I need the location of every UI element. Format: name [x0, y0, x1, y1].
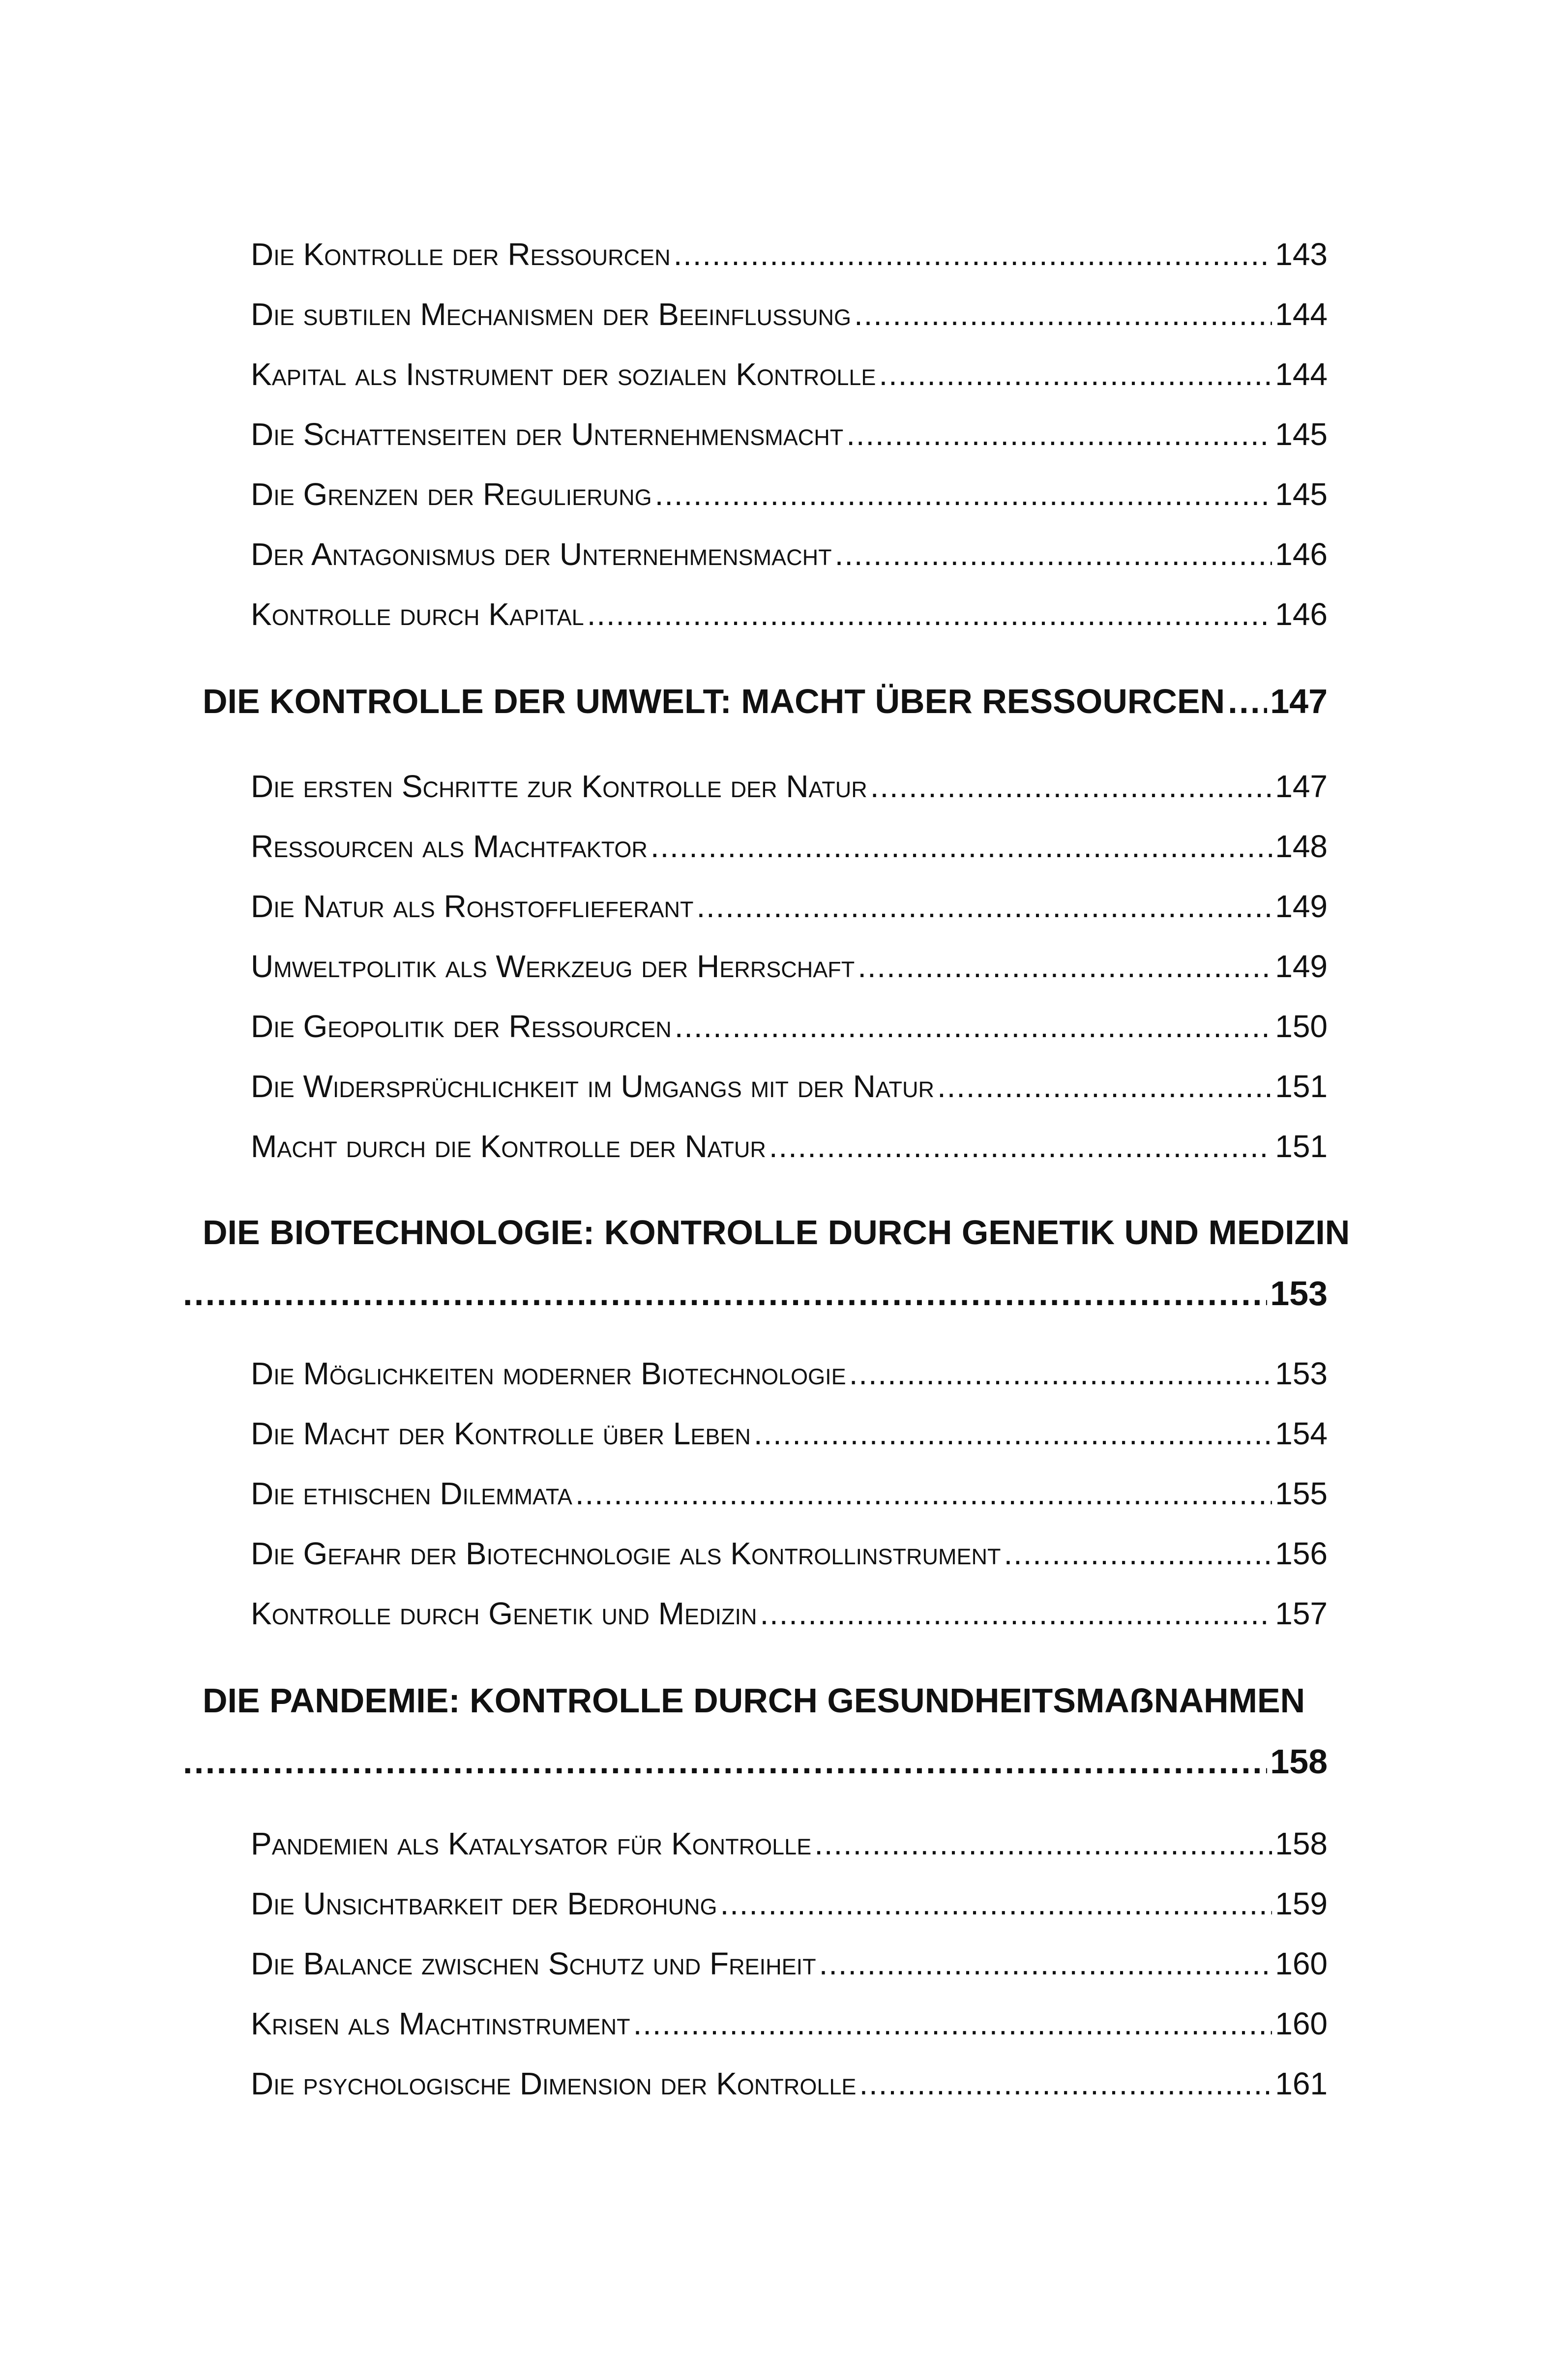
toc-entry[interactable] [251, 1355, 1328, 1392]
toc-chapter-entry[interactable] [183, 1742, 1328, 1781]
toc-chapter-title: DIE KONTROLLE DER UMWELT: MACHT ÜBER RESSOURCEN [203, 682, 1225, 720]
toc-entry-page: 148 [1275, 829, 1328, 864]
toc-entry-page: 145 [1275, 477, 1328, 512]
dot-leader [760, 1595, 1272, 1632]
dot-leader [633, 2005, 1272, 2042]
toc-entry[interactable] [251, 476, 1328, 512]
toc-chapter-page: 158 [1270, 1742, 1328, 1781]
toc-entry[interactable] [251, 1535, 1328, 1572]
dot-leader [651, 828, 1272, 865]
toc-entry-title: Die Balance zwischen Schutz und Freiheit [251, 1946, 816, 1981]
toc-entry-page: 146 [1275, 597, 1328, 632]
toc-entry-page: 160 [1275, 1946, 1328, 1981]
dot-leader [575, 1475, 1272, 1512]
toc-entry-title: Die ersten Schritte zur Kontrolle der Natur [251, 769, 867, 804]
toc-entry[interactable] [251, 948, 1328, 985]
toc-entry-title: Kapital als Instrument der sozialen Kontrolle [251, 357, 876, 392]
dot-leader [859, 2065, 1272, 2102]
toc-entry-title: Macht durch die Kontrolle der Natur [251, 1129, 766, 1164]
toc-entry-page: 145 [1275, 417, 1328, 452]
toc-entry-title: Die psychologische Dimension der Kontrolle [251, 2066, 857, 2101]
toc-entry-page: 146 [1275, 537, 1328, 572]
toc-entry[interactable] [251, 1415, 1328, 1452]
toc-entry-page: 161 [1275, 2066, 1328, 2101]
toc-entry-page: 144 [1275, 357, 1328, 392]
dot-leader [870, 768, 1272, 805]
dot-leader [720, 1885, 1272, 1922]
toc-entry-page: 157 [1275, 1596, 1328, 1631]
dot-leader [674, 236, 1272, 272]
toc-entry[interactable] [251, 1475, 1328, 1512]
toc-entry-title: Pandemien als Katalysator für Kontrolle [251, 1826, 812, 1861]
toc-entry-page: 154 [1275, 1416, 1328, 1451]
toc-entry-page: 147 [1275, 769, 1328, 804]
dot-leader [835, 536, 1272, 572]
dot-leader [1004, 1535, 1272, 1572]
dot-leader [819, 1945, 1272, 1982]
toc-entry-page: 144 [1275, 297, 1328, 332]
dot-leader [814, 1825, 1272, 1862]
dot-leader [675, 1008, 1272, 1045]
toc-chapter-title[interactable]: DIE BIOTECHNOLOGIE: KONTROLLE DURCH GENETIK UND MEDIZIN [203, 1213, 1350, 1252]
toc-entry-title: Die Kontrolle der Ressourcen [251, 237, 671, 272]
toc-entry-title: Krisen als Machtinstrument [251, 2006, 630, 2041]
dot-leader [696, 888, 1272, 925]
dot-leader [879, 356, 1272, 392]
toc-entry-title: Umweltpolitik als Werkzeug der Herrschaft [251, 949, 855, 984]
toc-entry-title: Die Möglichkeiten moderner Biotechnologie [251, 1356, 846, 1391]
toc-entry-title: Die Gefahr der Biotechnologie als Kontrollinstrument [251, 1536, 1001, 1571]
toc-entry-page: 151 [1275, 1129, 1328, 1164]
toc-entry-title: Die Grenzen der Regulierung [251, 477, 652, 512]
toc-entry-title: Die subtilen Mechanismen der Beeinflussung [251, 297, 852, 332]
toc-entry-title: Die Natur als Rohstofflieferant [251, 889, 694, 924]
toc-entry-title: Die Macht der Kontrolle über Leben [251, 1416, 751, 1451]
toc-entry-page: 158 [1275, 1826, 1328, 1861]
toc-entry-page: 160 [1275, 2006, 1328, 2041]
toc-entry[interactable] [251, 356, 1328, 392]
toc-entry[interactable] [251, 828, 1328, 865]
dot-leader [655, 476, 1272, 512]
toc-entry-page: 153 [1275, 1356, 1328, 1391]
toc-entry[interactable] [251, 1595, 1328, 1632]
toc-entry-page: 149 [1275, 949, 1328, 984]
toc-entry-title: Der Antagonismus der Unternehmensmacht [251, 537, 832, 572]
toc-entry-page: 149 [1275, 889, 1328, 924]
dot-leader [183, 1742, 1267, 1781]
toc-entry-page: 143 [1275, 237, 1328, 272]
toc-entry-page: 150 [1275, 1009, 1328, 1044]
toc-entry-page: 151 [1275, 1069, 1328, 1104]
dot-leader [854, 296, 1272, 332]
toc-entry[interactable] [251, 1128, 1328, 1164]
toc-entry-title: Die Geopolitik der Ressourcen [251, 1009, 672, 1044]
toc-entry[interactable] [251, 2065, 1328, 2102]
toc-entry-title: Die Unsichtbarkeit der Bedrohung [251, 1886, 717, 1921]
toc-entry-page: 155 [1275, 1476, 1328, 1511]
toc-entry[interactable] [251, 236, 1328, 272]
toc-chapter-entry[interactable] [203, 682, 1328, 721]
toc-chapter-title[interactable]: DIE PANDEMIE: KONTROLLE DURCH GESUNDHEITSMAẞNAHMEN [203, 1681, 1305, 1720]
dot-leader [754, 1415, 1272, 1452]
toc-entry[interactable] [251, 1068, 1328, 1104]
toc-entry[interactable] [251, 768, 1328, 805]
toc-entry[interactable] [251, 596, 1328, 632]
toc-entry[interactable] [251, 1825, 1328, 1862]
toc-entry-title: Die Widersprüchlichkeit im Umgangs mit der Natur [251, 1069, 934, 1104]
toc-entry-title: Die Schattenseiten der Unternehmensmacht [251, 417, 844, 452]
toc-entry[interactable] [251, 416, 1328, 452]
toc-entry[interactable] [251, 1008, 1328, 1045]
dot-leader [587, 596, 1272, 632]
toc-entry-page: 159 [1275, 1886, 1328, 1921]
toc-entry-page: 156 [1275, 1536, 1328, 1571]
dot-leader [846, 416, 1272, 452]
dot-leader [937, 1068, 1272, 1104]
toc-entry[interactable] [251, 2005, 1328, 2042]
toc-entry-title: Kontrolle durch Genetik und Medizin [251, 1596, 757, 1631]
toc-entry-title: Ressourcen als Machtfaktor [251, 829, 648, 864]
dot-leader [769, 1128, 1272, 1164]
toc-entry[interactable] [251, 1885, 1328, 1922]
toc-entry[interactable] [251, 536, 1328, 572]
toc-chapter-page: 147 [1270, 682, 1328, 720]
toc-chapter-entry[interactable] [183, 1274, 1328, 1313]
dot-leader [183, 1274, 1267, 1313]
toc-chapter-page: 153 [1270, 1274, 1328, 1313]
dot-leader [1228, 682, 1267, 721]
toc-entry-title: Die ethischen Dilemmata [251, 1476, 572, 1511]
dot-leader [849, 1355, 1272, 1392]
dot-leader [858, 948, 1272, 985]
toc-entry-title: Kontrolle durch Kapital [251, 597, 584, 632]
toc-entry[interactable] [251, 1945, 1328, 1982]
toc-entry[interactable] [251, 888, 1328, 925]
toc-entry[interactable] [251, 296, 1328, 332]
